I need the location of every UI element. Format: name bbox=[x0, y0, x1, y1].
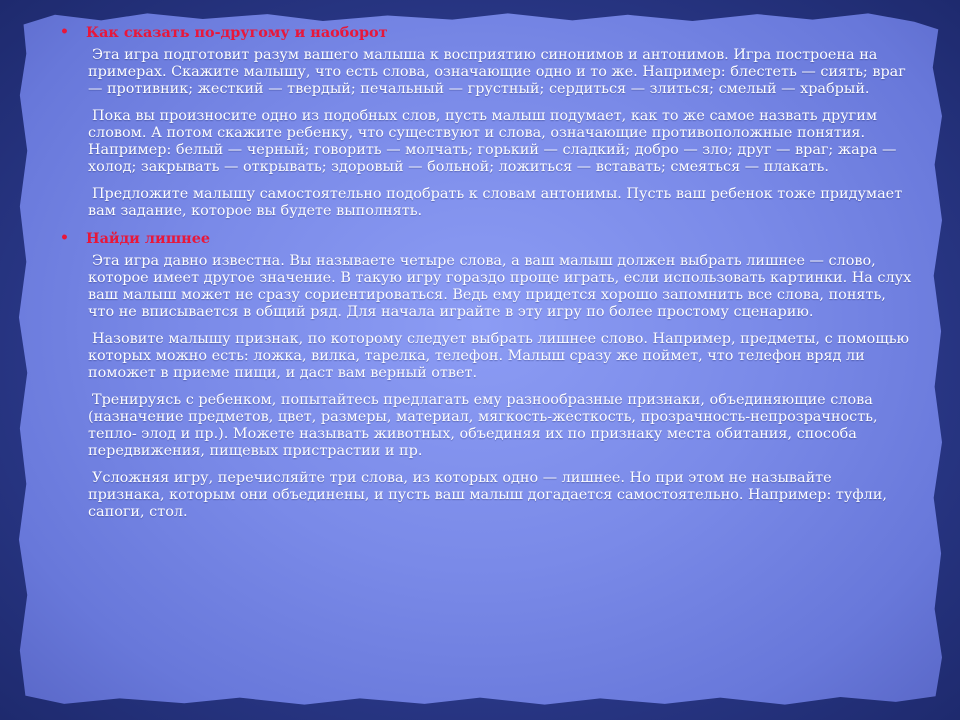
section-title-synonyms bbox=[60, 24, 912, 41]
paragraph: Эта игра подготовит разум вашего малыша к восприятию синонимов и антонимов. Игра построена на примерах. Скажите малышу, что есть слова, означающие одно и то же. Например: блестеть — сиять; враг — противник; жесткий — твердый; печальный — грустный; сердиться — злиться; смелый — храбрый. bbox=[88, 47, 906, 97]
slide-content bbox=[60, 24, 912, 531]
paragraph: Предложите малышу самостоятельно подобрать к словам антонимы. Пусть ваш ребенок тоже придумает вам задание, которое вы будете выполнять. bbox=[88, 186, 903, 219]
paragraph: Назовите малышу признак, по которому следует выбрать лишнее слово. Например, предметы, с помощью которых можно есть: ложка, вилка, тарелка, телефон. Малыш сразу же поймет, что телефон вряд ли поможет в приеме пищи, и даст вам верный ответ. bbox=[88, 331, 910, 381]
section-title-text: Найди лишнее bbox=[86, 230, 210, 247]
paragraph: Пока вы произносите одно из подобных слов, пусть малыш подумает, как то же самое назвать другим словом. А потом скажите ребенку, что существуют и слова, означающие противоположные понятия. Например: белый — черный; говорить — молчать; горький — сладкий; добро — зло; друг — враг; жара — холод; закрывать — открывать; здоровый — больной; ложиться — вставать; смеяться — плакать. bbox=[88, 108, 897, 175]
paragraph: Тренируясь с ребенком, попытайтесь предлагать ему разнообразные признаки, объединяющие слова (назначение предметов, цвет, размеры, материал, мягкость-жесткость, прозрачность-непрозрачность, тепло- элод и пр.). Можете называть животных, объединяя их по признаку места обитания, способа передвижения, пищевых пристрастии и пр. bbox=[88, 392, 878, 459]
bullet-icon: • bbox=[60, 230, 69, 246]
paragraph: Эта игра давно известна. Вы называете четыре слова, а ваш малыш должен выбрать лишнее — слово, которое имеет другое значение. В такую игру гораздо проще играть, если использовать картинки. На слух ваш малыш может не сразу сориентироваться. Ведь ему придется хорошо запомнить все слова, понять, что не вписывается в общий ряд. Для начала играйте в эту игру по более простому сценарию. bbox=[88, 253, 912, 320]
paragraph: Усложняя игру, перечисляйте три слова, из которых одно — лишнее. Но при этом не называйте признака, которым они объединены, и пусть ваш малыш догадается самостоятельно. Например: туфли, сапоги, стол. bbox=[88, 470, 887, 520]
section-title-odd-one-out bbox=[60, 230, 912, 247]
section-title-text: Как сказать по-другому и наоборот bbox=[86, 24, 388, 41]
bullet-icon: • bbox=[60, 24, 69, 40]
